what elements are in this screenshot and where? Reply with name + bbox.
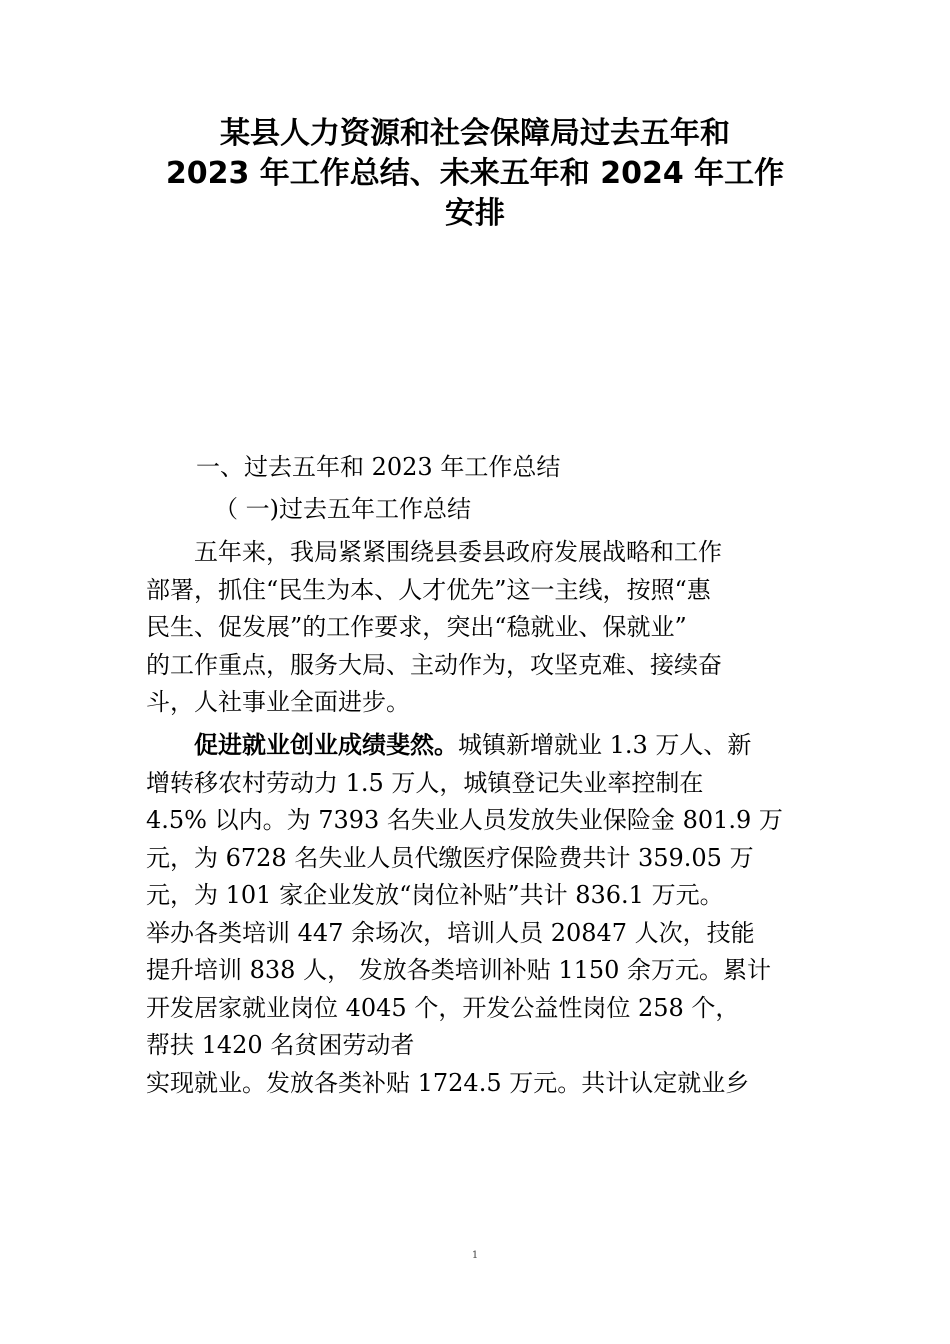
- paragraph-line: 元，为 101 家企业发放“岗位补贴”共计 836.1 万元。: [146, 881, 724, 909]
- paragraph-line: 民生、促发展”的工作要求，突出“稳就业、保就业”: [146, 613, 687, 641]
- page-number: 1: [471, 1250, 479, 1261]
- paragraph-line: 4.5% 以内。为 7393 名失业人员发放失业保险金 801.9 万: [146, 806, 783, 834]
- paragraph-overview: [146, 534, 722, 722]
- paragraph-line: 开发居家就业岗位 4045 个，开发公益性岗位 258 个，: [146, 993, 740, 1022]
- paragraph-line: 增转移农村劳动力 1.5 万人，城镇登记失业率控制在: [146, 768, 704, 797]
- lead-line-rest: 城镇新增就业 1.3 万人、新: [458, 731, 752, 759]
- paragraph-employment: [146, 727, 783, 1102]
- section-heading: 一、过去五年和 2023 年工作总结: [196, 453, 561, 481]
- title-line-3: 安排: [445, 196, 505, 231]
- paragraph-line: 帮扶 1420 名贫困劳动者: [146, 1031, 415, 1059]
- title-line-2: 2023 年工作总结、未来五年和 2024 年工作: [165, 156, 785, 191]
- paragraph-line: 提升培训 838 人， 发放各类培训补贴 1150 余万元。累计: [146, 956, 772, 984]
- document-title: [140, 114, 810, 234]
- paragraph-line: 部署，抓住“民生为本、人才优先”这一主线，按照“惠: [146, 575, 711, 604]
- paragraph-line: 斗，人社事业全面进步。: [146, 688, 410, 716]
- paragraph-line: 实现就业。发放各类补贴 1724.5 万元。共计认定就业乡: [146, 1068, 750, 1097]
- paragraph-line: 元，为 6728 名失业人员代缴医疗保险费共计 359.05 万: [146, 843, 754, 872]
- paragraph-line: 五年来，我局紧紧围绕县委县政府发展战略和工作: [194, 538, 722, 566]
- title-line-1: 某县人力资源和社会保障局过去五年和: [220, 116, 730, 151]
- subsection-heading: （ 一)过去五年工作总结: [214, 495, 471, 523]
- paragraph-line: 的工作重点，服务大局、主动作为，攻坚克难、接续奋: [146, 650, 722, 679]
- paragraph-line: [146, 727, 783, 765]
- paragraph-line: 举办各类培训 447 余场次，培训人员 20847 人次，技能: [146, 918, 755, 947]
- bold-lead: 促进就业创业成绩斐然。: [194, 731, 458, 759]
